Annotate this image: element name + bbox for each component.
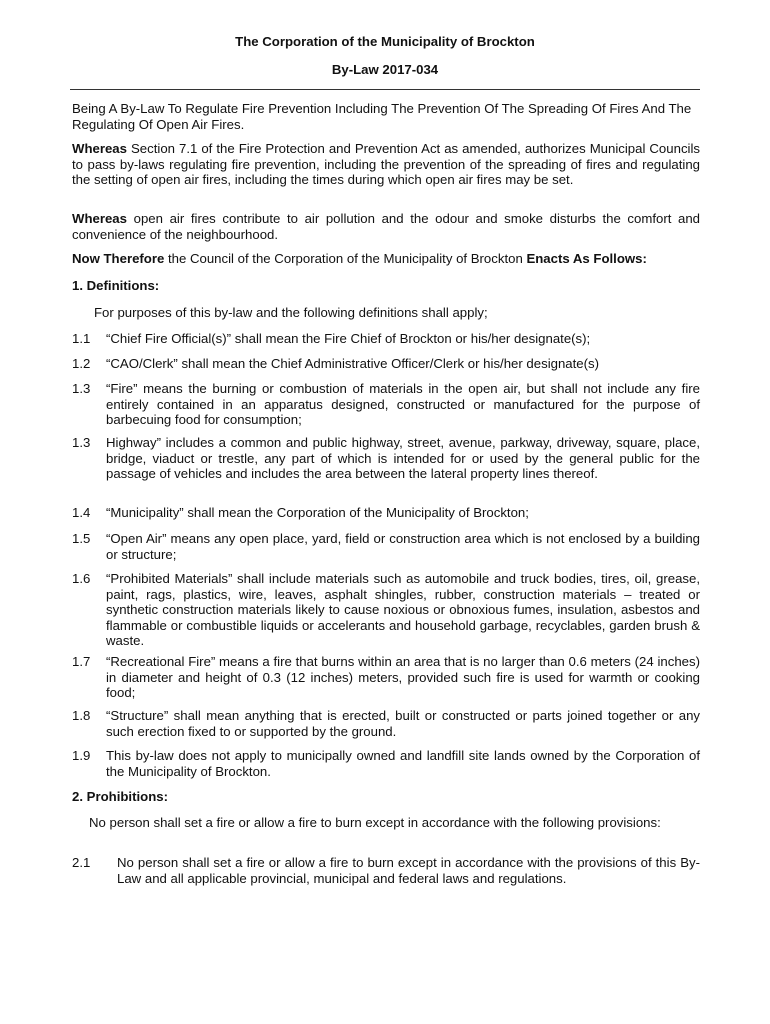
- clause-text: “Recreational Fire” means a fire that burns within an area that is no larger than 0.6 meters (24 inches) in diameter and height of 0.3 (12 inches) meters, provided such fire is used for warmth or cooking food;: [106, 654, 700, 701]
- enacting-clause: [72, 251, 700, 267]
- clause-number: 1.3: [72, 381, 91, 396]
- prohibitions-intro: No person shall set a fire or allow a fire to burn except in accordance with the following provisions:: [89, 815, 661, 830]
- clause-number: 1.2: [72, 356, 91, 371]
- bylaw-purpose: Being A By-Law To Regulate Fire Prevention Including The Prevention Of The Spreading Of Fires And The Regulating Of Open Air Fires.: [72, 101, 692, 132]
- clause-text: No person shall set a fire or allow a fire to burn except in accordance with the provisions of this By-Law and all applicable provincial, municipal and federal laws and regulations.: [117, 855, 700, 886]
- clause-number: 1.6: [72, 571, 91, 586]
- clause-text: “Chief Fire Official(s)” shall mean the Fire Chief of Brockton or his/her designate(s);: [106, 331, 591, 346]
- enacting-text: the Council of the Corporation of the Municipality of Brockton: [164, 251, 527, 266]
- definitions-intro: For purposes of this by-law and the following definitions shall apply;: [94, 305, 488, 320]
- clause-number: 1.7: [72, 654, 91, 669]
- clause-text: This by-law does not apply to municipally owned and landfill site lands owned by the Corporation of the Municipality of Brockton.: [106, 748, 700, 779]
- whereas-label: Whereas: [72, 211, 127, 226]
- clause-text: “Structure” shall mean anything that is erected, built or constructed or parts joined together or any such erection fixed to or supported by the ground.: [106, 708, 700, 739]
- whereas-label: Whereas: [72, 141, 127, 156]
- clause-text: “Municipality” shall mean the Corporation of the Municipality of Brockton;: [106, 505, 529, 520]
- clause-number: 1.9: [72, 748, 91, 763]
- document-title: The Corporation of the Municipality of Brockton: [235, 34, 535, 49]
- whereas-clause-1: [72, 141, 700, 188]
- clause-number: 1.3: [72, 435, 91, 450]
- whereas-text: open air fires contribute to air pollution and the odour and smoke disturbs the comfort and convenience of the neighbourhood.: [72, 211, 700, 242]
- clause-number: 1.4: [72, 505, 91, 520]
- clause-text: “Prohibited Materials” shall include materials such as automobile and truck bodies, tires, oil, grease, paint, rags, plastics, wire, leaves, asphalt shingles, rubber, construction materials – treated or synthetic construction materials likely to cause noxious or obnoxious fumes, insulation, asbestos and flammable or combustible liquids or accelerants and household garbage, recyclables, garden brush & waste.: [106, 571, 700, 649]
- bylaw-number: By-Law 2017-034: [331, 62, 439, 77]
- section-heading-prohibitions: 2. Prohibitions:: [72, 789, 168, 804]
- clause-number: 1.1: [72, 331, 91, 346]
- section-heading-definitions: 1. Definitions:: [72, 278, 160, 293]
- clause-number: 1.8: [72, 708, 91, 723]
- clause-number: 2.1: [72, 855, 91, 870]
- clause-text: “CAO/Clerk” shall mean the Chief Administrative Officer/Clerk or his/her designate(s): [106, 356, 599, 371]
- enacting-lead: Now Therefore: [72, 251, 165, 266]
- whereas-text: Section 7.1 of the Fire Protection and Prevention Act as amended, authorizes Municipal Councils to pass by-laws regulating fire prevention, including the prevention of the spreading of fires and regulating the setting of open air fires, including the times during which open air fires may be set.: [72, 141, 700, 188]
- clause-text: Highway” includes a common and public highway, street, avenue, parkway, driveway, square, place, bridge, viaduct or trestle, any part of which is intended for or used by the general public for the passage of vehicles and includes the area between the lateral property lines thereof.: [106, 435, 700, 482]
- enacting-tail: Enacts As Follows:: [526, 251, 647, 266]
- header-divider: [70, 89, 700, 90]
- whereas-clause-2: [72, 211, 700, 242]
- clause-text: “Open Air” means any open place, yard, field or construction area which is not enclosed by a building or structure;: [106, 531, 700, 562]
- clause-text: “Fire” means the burning or combustion of materials in the open air, but shall not include any fire entirely contained in an apparatus designed, constructed or manufactured for the purpose of barbecuing food for consumption;: [106, 381, 700, 428]
- clause-number: 1.5: [72, 531, 91, 546]
